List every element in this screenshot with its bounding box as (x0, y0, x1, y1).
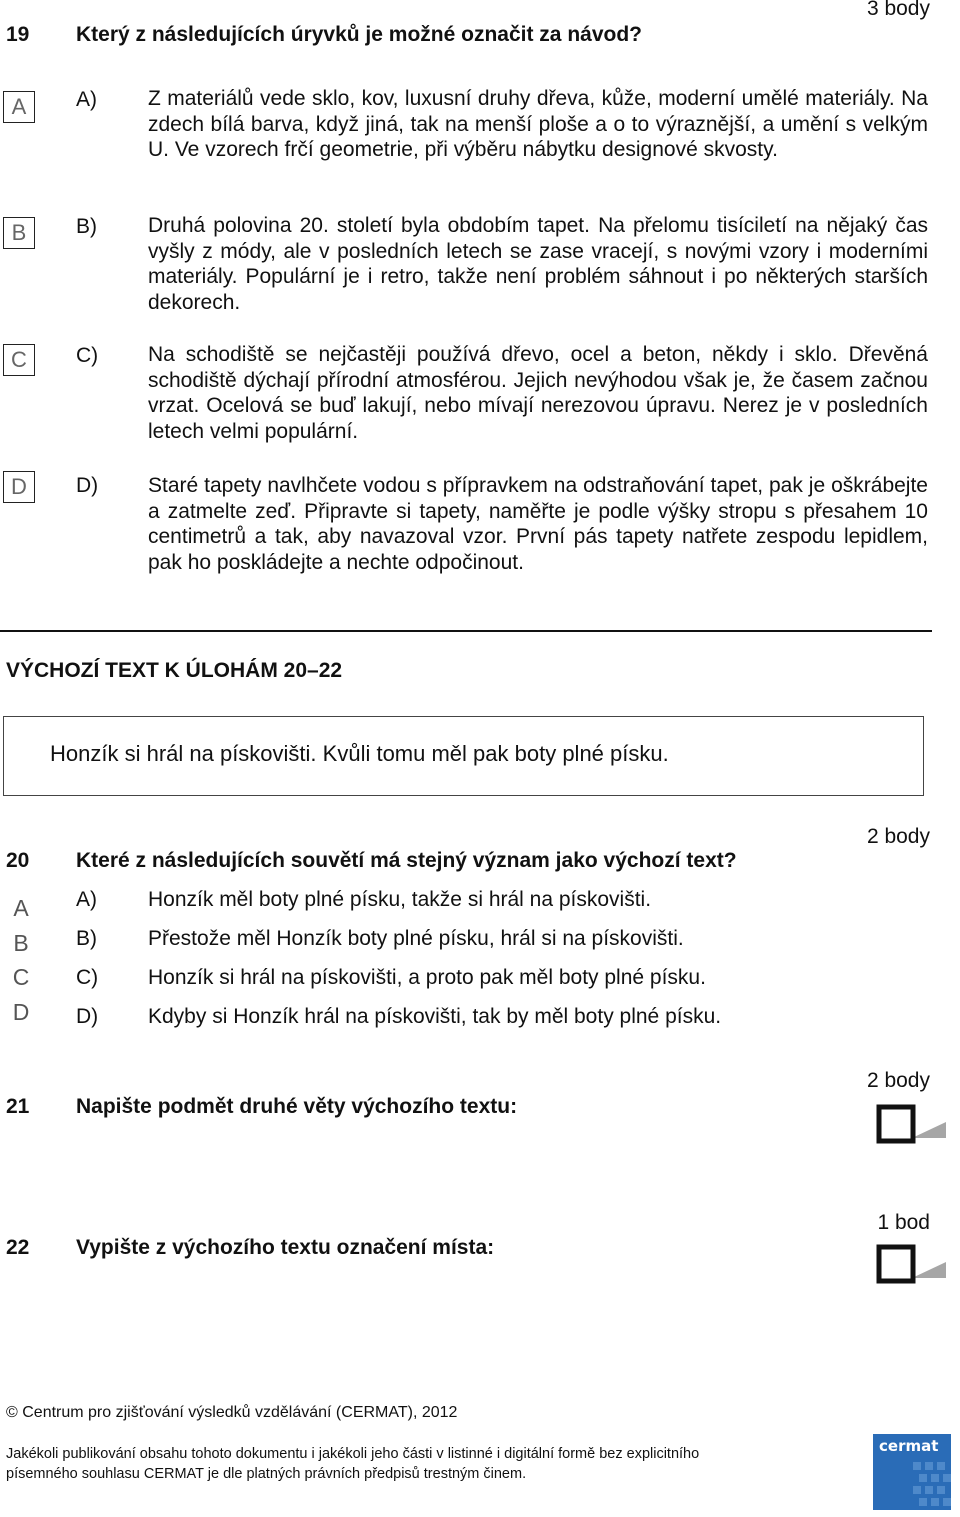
q19-points: 3 body (866, 0, 930, 20)
q20-option-c-box[interactable]: C (12, 964, 30, 990)
source-text: Honzík si hrál na pískovišti. Kvůli tomu měl pak boty plné písku. (50, 741, 669, 766)
score-square-icon (879, 1107, 913, 1141)
q20-option-b-text: Přestože měl Honzík boty plné písku, hrál si na pískovišti. (148, 927, 684, 950)
q22-number: 22 (6, 1236, 30, 1259)
q19-option-d-box[interactable]: D (3, 471, 35, 503)
q19-option-b-letter: B) (76, 215, 97, 238)
q20-option-d-box[interactable]: D (12, 999, 30, 1025)
logo-pattern-icon (873, 1434, 951, 1510)
q20-option-b-box[interactable]: B (13, 930, 29, 956)
q19-question: Který z následujících úryvků je možné označit za návod? (76, 23, 642, 46)
footer-notice-line2: písemného souhlasu CERMAT je dle platných právních předpisů trestným činem. (6, 1466, 527, 1482)
q20-option-b-letter: B) (76, 927, 97, 950)
logo-wordmark: cermat (879, 1437, 939, 1455)
q22-points: 1 bod (877, 1211, 930, 1234)
score-square-icon (879, 1247, 913, 1281)
q19-option-b-box[interactable]: B (3, 217, 35, 249)
q19-option-a-text: Z materiálů vede sklo, kov, luxusní druhy dřeva, kůže, moderní umělé materiály. Na zdech bílá barva, když jiná, tak na menší ploše a o to výraznější, a umění s velkým U. Ve vzorech frčí geometrie, při výběru nábytku designové skvosty. (148, 87, 928, 162)
q19-option-d-text: Staré tapety navlhčete vodou s přípravkem na odstraňování tapet, pak je oškrábejte a zatmelte zeď. Připravte si tapety, naměřte je podle výšky stropu s přesahem 10 centimetrů a tak, aby navazoval vzor. První pás tapety natřete zespodu lepidlem, pak ho poskládejte a nechte odpočinout. (148, 474, 928, 575)
q21-score-box (876, 1104, 946, 1146)
section-heading: VÝCHOZÍ TEXT K ÚLOHÁM 20–22 (6, 659, 343, 682)
q19-option-c-letter: C) (76, 344, 99, 367)
q21-points: 2 body (866, 1069, 930, 1092)
q19-option-d-letter: D) (76, 474, 99, 497)
q22-question: Vypište z výchozího textu označení místa: (76, 1236, 495, 1259)
q20-option-a-letter: A) (76, 888, 97, 911)
q20-option-d-letter: D) (76, 1005, 99, 1028)
q20-option-a-text: Honzík měl boty plné písku, takže si hrál na pískovišti. (148, 888, 652, 911)
q20-option-c-text: Honzík si hrál na pískovišti, a proto pak měl boty plné písku. (148, 966, 706, 989)
source-text-box (3, 716, 924, 796)
footer-copyright: © Centrum pro zjišťování výsledků vzdělávání (CERMAT), 2012 (6, 1404, 458, 1421)
q22-score-box (876, 1244, 946, 1286)
cermat-logo (873, 1434, 951, 1510)
score-shadow-icon (912, 1122, 946, 1138)
footer-notice-line1: Jakékoli publikování obsahu tohoto dokumentu i jakékoli jeho části v listinné i digitální formě bez explicitního (6, 1446, 700, 1462)
q20-question: Které z následujících souvětí má stejný význam jako výchozí text? (76, 849, 737, 872)
q20-number: 20 (6, 849, 30, 872)
q19-option-b-text: Druhá polovina 20. století byla obdobím tapet. Na přelomu tisíciletí na nějaký čas vyšly z módy, ale v posledních letech se zase vracejí, s novými vzory i moderními materiály. Populární je i retro, takže není problém sáhnout i po některých starších dekorech. (148, 214, 928, 315)
q20-option-c-letter: C) (76, 966, 99, 989)
q19-number: 19 (6, 23, 30, 46)
q19-option-a-letter: A) (76, 88, 97, 111)
q21-number: 21 (6, 1095, 30, 1118)
q20-option-a-box[interactable]: A (13, 895, 29, 921)
score-shadow-icon (912, 1262, 946, 1278)
section-divider (0, 630, 932, 632)
q20-option-d-text: Kdyby si Honzík hrál na pískovišti, tak by měl boty plné písku. (148, 1005, 722, 1028)
q19-option-a-box[interactable]: A (3, 91, 35, 123)
q19-option-c-box[interactable]: C (3, 344, 35, 376)
q20-points: 2 body (866, 825, 930, 848)
q19-option-c-text: Na schodiště se nejčastěji používá dřevo, ocel a beton, někdy i sklo. Dřevěná schodiště dýchají přírodní atmosférou. Jejich nevýhodou však je, že časem začnou vrzat. Ocelová se buď lakují, nebo mívají nerezovou úpravu. Nerez je v posledních letech velmi populární. (148, 343, 928, 444)
q21-question: Napište podmět druhé věty výchozího textu: (76, 1095, 518, 1118)
